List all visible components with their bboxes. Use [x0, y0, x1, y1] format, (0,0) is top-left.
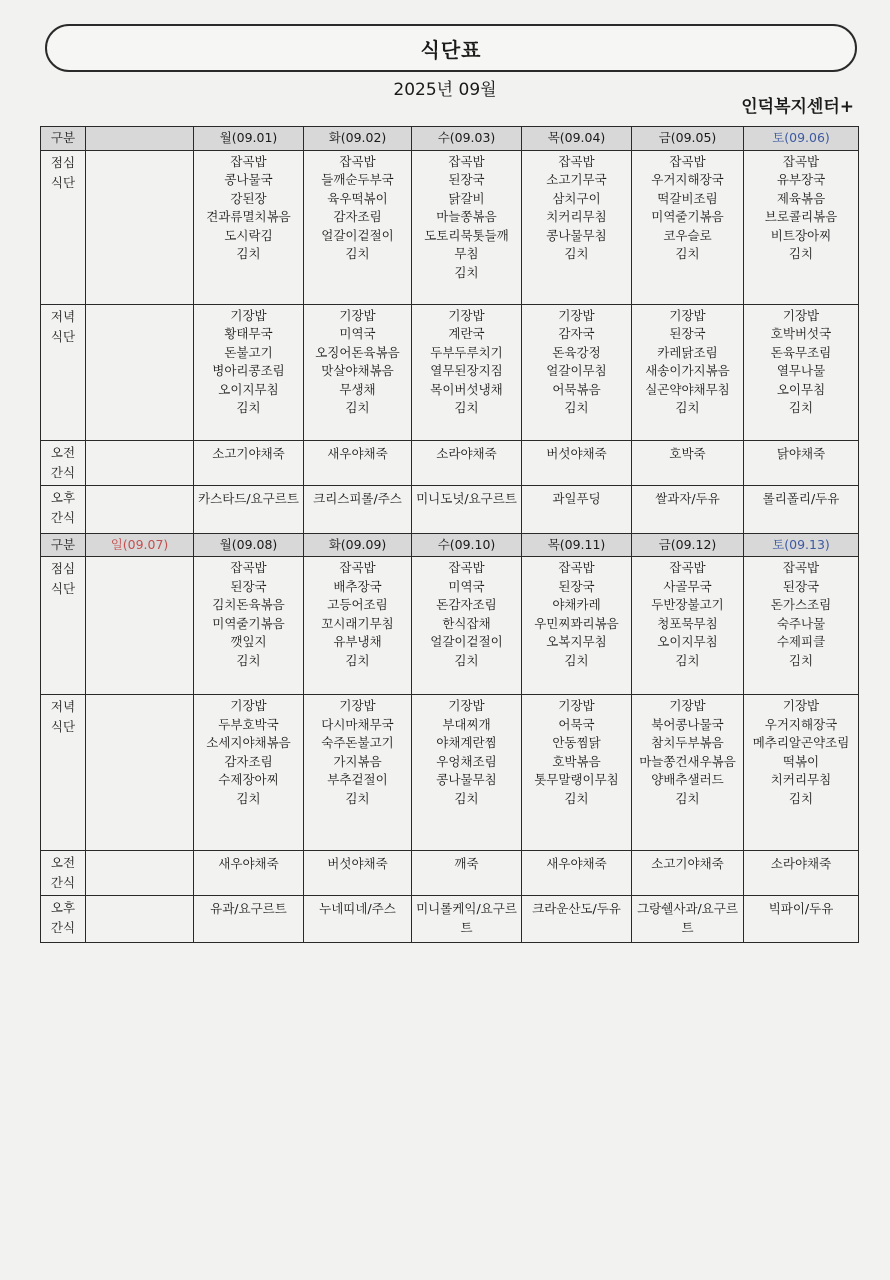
snack-item: 미니도넛/요구르트 — [416, 490, 517, 506]
lunch-label-line: 식단 — [50, 174, 76, 190]
dinner-menu-cell — [304, 695, 412, 851]
dinner-label-line: 식단 — [50, 719, 76, 734]
lunch-label — [41, 557, 86, 695]
week1-header-row — [41, 127, 859, 151]
menu-item: 두부두루치기 — [430, 344, 503, 360]
week2-lunch-row — [41, 557, 859, 695]
am-snack-label-line: 오전 — [50, 444, 76, 460]
lunch-menu-cell — [194, 150, 304, 304]
dinner-menu-cell — [412, 695, 522, 851]
am-snack-cell — [522, 440, 632, 485]
lunch-label-line: 점심 — [50, 154, 76, 170]
snack-item: 유과/요구르트 — [210, 901, 287, 916]
menu-item: 도시락김 — [224, 227, 273, 243]
menu-item: 마늘쫑볶음 — [436, 209, 497, 224]
menu-item: 도토리묵톳들깨 — [424, 227, 509, 243]
pm-snack-cell — [194, 896, 304, 943]
menu-item: 잡곡밥 — [448, 560, 485, 575]
snack-item: 새우야채죽 — [327, 445, 388, 461]
snack-item: 크리스피롤/주스 — [313, 490, 402, 506]
menu-item: 김치 — [564, 400, 589, 415]
pm-snack-cell — [632, 896, 744, 943]
menu-item: 미역국 — [448, 578, 485, 594]
menu-item: 김치 — [675, 790, 700, 806]
menu-item: 오이무침 — [776, 381, 826, 397]
menu-item: 김치 — [236, 790, 261, 806]
sunday-cell — [86, 304, 194, 440]
dinner-menu-cell — [412, 304, 522, 440]
pm-snack-cell — [632, 485, 744, 533]
menu-item: 기장밥 — [230, 698, 267, 713]
menu-item: 우민찌꽈리볶음 — [534, 615, 619, 631]
menu-item: 잡곡밥 — [339, 560, 376, 575]
dinner-menu-cell — [744, 304, 859, 440]
am-snack-cell — [304, 851, 412, 896]
header-label: 구분 — [41, 127, 86, 151]
lunch-label-line: 점심 — [50, 561, 76, 576]
menu-item: 감자조림 — [224, 753, 273, 769]
menu-item: 치커리무침 — [546, 209, 607, 224]
snack-item: 버섯야채죽 — [546, 445, 607, 461]
day-header: 금(09.05) — [632, 127, 744, 151]
pm-snack-cell — [744, 896, 859, 943]
lunch-menu-cell — [412, 557, 522, 695]
dinner-menu-cell — [632, 695, 744, 851]
menu-item: 콩나물국 — [224, 172, 273, 187]
menu-item: 잡곡밥 — [782, 560, 820, 575]
menu-item: 된장국 — [230, 578, 267, 594]
am-snack-label — [41, 851, 86, 896]
sunday-cell — [86, 485, 194, 533]
day-header: 목(09.04) — [522, 127, 632, 151]
menu-item: 야채카레 — [552, 597, 601, 612]
menu-item: 감자국 — [558, 326, 595, 341]
snack-item: 소라야채죽 — [770, 856, 832, 871]
menu-item: 미역줄기볶음 — [212, 615, 285, 631]
menu-item: 돈감자조림 — [436, 597, 497, 612]
menu-item: 김치 — [454, 652, 479, 668]
menu-item: 깻잎지 — [230, 634, 267, 649]
am-snack-cell — [412, 440, 522, 485]
sunday-cell — [86, 557, 194, 695]
am-snack-cell — [522, 851, 632, 896]
menu-item: 삼치구이 — [552, 190, 601, 206]
menu-item: 우엉채조림 — [436, 753, 497, 769]
menu-item: 김치 — [345, 400, 370, 415]
menu-item: 김치 — [454, 264, 479, 280]
am-snack-label-line: 간식 — [50, 875, 76, 890]
day-header: 수(09.10) — [412, 533, 522, 557]
snack-item: 닭야채죽 — [776, 445, 826, 461]
menu-item: 병아리콩조림 — [212, 363, 285, 378]
menu-item: 가지볶음 — [333, 753, 382, 769]
menu-item: 김치 — [236, 652, 261, 668]
day-header: 수(09.03) — [412, 127, 522, 151]
day-header: 화(09.02) — [304, 127, 412, 151]
menu-item: 어묵볶음 — [552, 381, 601, 397]
am-snack-cell — [304, 440, 412, 485]
sunday-header — [86, 127, 194, 151]
menu-item: 톳무말랭이무침 — [534, 772, 619, 787]
week1-pm-snack-row — [41, 485, 859, 533]
menu-item: 잡곡밥 — [558, 153, 595, 169]
menu-item: 배추장국 — [333, 578, 382, 594]
menu-item: 잡곡밥 — [782, 153, 820, 169]
menu-item: 잡곡밥 — [669, 560, 706, 575]
sunday-cell — [86, 440, 194, 485]
pm-snack-cell — [744, 485, 859, 533]
am-snack-label — [41, 440, 86, 485]
menu-item: 열무된장지짐 — [430, 363, 503, 378]
am-snack-cell — [632, 851, 744, 896]
am-snack-cell — [194, 440, 304, 485]
menu-item: 북어콩나물국 — [651, 716, 724, 732]
menu-item: 오이지무침 — [218, 381, 279, 397]
lunch-menu-cell — [304, 557, 412, 695]
menu-item: 소세지야채볶음 — [206, 735, 291, 750]
day-header: 목(09.11) — [522, 533, 632, 557]
pm-snack-label-line: 오후 — [50, 900, 76, 915]
pm-snack-cell — [194, 485, 304, 533]
menu-item: 김치 — [236, 246, 261, 261]
snack-item: 크라운산도/두유 — [532, 901, 621, 916]
menu-item: 잡곡밥 — [558, 560, 595, 575]
menu-item: 김치 — [675, 400, 700, 415]
menu-item: 얼갈이겉절이 — [321, 227, 394, 243]
lunch-menu-cell — [412, 150, 522, 304]
menu-item: 새송이가지볶음 — [645, 363, 730, 378]
day-header: 토(09.06) — [744, 127, 859, 151]
menu-item: 김치돈육볶음 — [212, 597, 285, 612]
menu-item: 호박버섯국 — [770, 326, 832, 341]
menu-item: 우거지해장국 — [764, 716, 838, 732]
menu-item: 된장국 — [782, 578, 820, 594]
menu-item: 강된장 — [230, 190, 267, 206]
menu-item: 어묵국 — [558, 716, 595, 732]
dinner-label — [41, 304, 86, 440]
dinner-label-line: 저녁 — [50, 699, 76, 714]
menu-item: 두부호박국 — [218, 716, 279, 732]
menu-item: 맛살야채볶음 — [321, 363, 394, 378]
menu-item: 기장밥 — [339, 698, 376, 713]
menu-item: 들깨순두부국 — [321, 172, 394, 187]
pm-snack-cell — [412, 896, 522, 943]
menu-item: 유부장국 — [776, 172, 826, 187]
menu-item: 목이버섯냉채 — [430, 381, 503, 397]
day-header: 토(09.13) — [744, 533, 859, 557]
day-header: 화(09.09) — [304, 533, 412, 557]
menu-item: 김치 — [788, 652, 814, 668]
menu-item: 계란국 — [448, 326, 485, 341]
menu-item: 기장밥 — [782, 698, 820, 713]
menu-item: 기장밥 — [230, 307, 267, 323]
lunch-menu-cell — [744, 557, 859, 695]
menu-item: 떡볶이 — [782, 753, 820, 769]
dinner-menu-cell — [194, 304, 304, 440]
lunch-menu-cell — [522, 150, 632, 304]
pm-snack-cell — [412, 485, 522, 533]
menu-item: 우거지해장국 — [651, 172, 724, 187]
am-snack-cell — [744, 440, 859, 485]
dinner-menu-cell — [522, 695, 632, 851]
menu-item: 김치 — [345, 790, 370, 806]
menu-item: 기장밥 — [558, 698, 595, 713]
menu-item: 숙주나물 — [776, 615, 826, 631]
menu-item: 숙주돈불고기 — [321, 735, 394, 750]
menu-item: 김치 — [788, 246, 814, 261]
sunday-cell — [86, 896, 194, 943]
page-title: 식단표 — [45, 24, 857, 72]
menu-item: 기장밥 — [669, 307, 706, 323]
menu-item: 김치 — [564, 652, 589, 668]
lunch-menu-cell — [632, 150, 744, 304]
menu-item: 고등어조림 — [327, 597, 388, 612]
menu-item: 오징어돈육볶음 — [315, 344, 400, 360]
menu-item: 콩나물무침 — [546, 227, 607, 243]
snack-item: 소고기야채죽 — [651, 856, 724, 871]
pm-snack-label-line: 오후 — [50, 489, 76, 505]
menu-item: 김치 — [454, 790, 479, 806]
menu-item: 기장밥 — [558, 307, 595, 323]
pm-snack-cell — [522, 485, 632, 533]
menu-item: 무생채 — [339, 381, 376, 397]
menu-item: 김치 — [564, 246, 589, 261]
snack-item: 미니롤케익/요구르트 — [416, 901, 517, 935]
center-name: 인덕복지센터+ — [741, 97, 854, 117]
snack-item: 새우야채죽 — [546, 856, 607, 871]
dinner-label — [41, 695, 86, 851]
menu-item: 잡곡밥 — [448, 153, 485, 169]
menu-item: 된장국 — [669, 326, 706, 341]
dinner-label-line: 저녁 — [50, 308, 76, 324]
dinner-menu-cell — [194, 695, 304, 851]
menu-item: 코우슬로 — [663, 227, 712, 243]
menu-item: 꼬시래기무침 — [321, 615, 394, 631]
menu-item: 사골무국 — [663, 578, 712, 594]
dinner-menu-cell — [744, 695, 859, 851]
meal-table — [40, 126, 859, 943]
menu-item: 비트장아찌 — [770, 227, 832, 243]
week2-pm-snack-row — [41, 896, 859, 943]
sunday-cell — [86, 150, 194, 304]
menu-item: 기장밥 — [448, 307, 485, 323]
lunch-menu-cell — [632, 557, 744, 695]
menu-item: 닭갈비 — [448, 190, 485, 206]
menu-item: 청포묵무침 — [657, 615, 718, 631]
sunday-cell — [86, 851, 194, 896]
menu-item: 된장국 — [448, 172, 485, 187]
menu-item: 김치 — [564, 790, 589, 806]
snack-item: 카스타드/요구르트 — [198, 490, 299, 506]
snack-item: 누네띠네/주스 — [319, 901, 396, 916]
menu-item: 김치 — [345, 246, 370, 261]
menu-item: 부대찌개 — [442, 716, 491, 732]
snack-item: 깨죽 — [454, 856, 479, 871]
menu-item: 떡갈비조림 — [657, 190, 718, 206]
menu-item: 소고기무국 — [546, 172, 607, 187]
menu-item: 다시마채무국 — [321, 716, 394, 732]
menu-item: 미역국 — [339, 326, 376, 341]
lunch-label-line: 식단 — [50, 581, 76, 596]
snack-item: 쌀과자/두유 — [655, 490, 720, 506]
menu-item: 한식잡채 — [442, 615, 491, 631]
menu-item: 얼갈이무침 — [546, 363, 607, 378]
snack-item: 빅파이/두유 — [768, 901, 834, 916]
menu-item: 미역줄기볶음 — [651, 209, 724, 224]
menu-item: 오복지무침 — [546, 634, 607, 649]
lunch-menu-cell — [744, 150, 859, 304]
menu-item: 야채계란찜 — [436, 735, 497, 750]
menu-item: 치커리무침 — [770, 772, 832, 787]
menu-item: 실곤약야채무침 — [645, 381, 730, 397]
menu-item: 잡곡밥 — [230, 153, 267, 169]
snack-item: 새우야채죽 — [218, 856, 279, 871]
am-snack-cell — [744, 851, 859, 896]
week2-dinner-row — [41, 695, 859, 851]
am-snack-cell — [194, 851, 304, 896]
menu-item: 열무나물 — [776, 363, 826, 378]
menu-item: 기장밥 — [782, 307, 820, 323]
day-header: 월(09.08) — [194, 533, 304, 557]
am-snack-label-line: 간식 — [50, 464, 76, 480]
week1-dinner-row — [41, 304, 859, 440]
menu-item: 얼갈이겉절이 — [430, 634, 503, 649]
menu-item: 잡곡밥 — [230, 560, 267, 575]
menu-item: 기장밥 — [448, 698, 485, 713]
menu-item: 호박볶음 — [552, 753, 601, 769]
header-label: 구분 — [41, 533, 86, 557]
pm-snack-label — [41, 896, 86, 943]
menu-item: 수제장아찌 — [218, 772, 279, 787]
menu-item: 감자조림 — [333, 209, 382, 224]
snack-item: 소라야채죽 — [436, 445, 497, 461]
snack-item: 소고기야채죽 — [212, 445, 285, 461]
menu-item: 김치 — [675, 652, 700, 668]
menu-item: 안동찜닭 — [552, 735, 601, 750]
dinner-menu-cell — [522, 304, 632, 440]
am-snack-cell — [412, 851, 522, 896]
menu-item: 김치 — [345, 652, 370, 668]
day-header: 월(09.01) — [194, 127, 304, 151]
menu-item: 황태무국 — [224, 326, 273, 341]
snack-item: 롤리폴리/두유 — [762, 490, 840, 506]
am-snack-cell — [632, 440, 744, 485]
pm-snack-label-line: 간식 — [50, 509, 76, 525]
menu-item: 육우떡볶이 — [327, 190, 388, 206]
pm-snack-cell — [304, 896, 412, 943]
sunday-header: 일(09.07) — [86, 533, 194, 557]
week1-lunch-row — [41, 150, 859, 304]
menu-item: 기장밥 — [669, 698, 706, 713]
menu-item: 메추리알곤약조림 — [752, 735, 850, 750]
lunch-menu-cell — [522, 557, 632, 695]
lunch-menu-cell — [194, 557, 304, 695]
pm-snack-label — [41, 485, 86, 533]
menu-item: 무침 — [454, 246, 479, 261]
menu-item: 김치 — [454, 400, 479, 415]
pm-snack-label-line: 간식 — [50, 920, 76, 935]
menu-item: 브로콜리볶음 — [764, 209, 838, 224]
pm-snack-cell — [304, 485, 412, 533]
menu-item: 기장밥 — [339, 307, 376, 323]
week2-am-snack-row — [41, 851, 859, 896]
menu-item: 참치두부볶음 — [651, 735, 724, 750]
menu-item: 마늘쫑건새우볶음 — [639, 753, 736, 769]
menu-item: 김치 — [675, 246, 700, 261]
menu-item: 잡곡밥 — [339, 153, 376, 169]
day-header: 금(09.12) — [632, 533, 744, 557]
pm-snack-cell — [522, 896, 632, 943]
menu-item: 돈불고기 — [224, 344, 273, 360]
menu-item: 돈육무조림 — [770, 344, 832, 360]
snack-item: 과일푸딩 — [552, 490, 601, 506]
menu-item: 콩나물무침 — [436, 772, 497, 787]
menu-item: 부추겉절이 — [327, 772, 388, 787]
snack-item: 호박죽 — [669, 445, 706, 461]
menu-item: 돈육강정 — [552, 344, 601, 360]
menu-item: 김치 — [236, 400, 261, 415]
month-label: 2025년 09월 — [393, 80, 497, 100]
dinner-menu-cell — [304, 304, 412, 440]
menu-item: 카레닭조림 — [657, 344, 718, 360]
menu-item: 김치 — [788, 790, 814, 806]
snack-item: 그랑쉘사과/요구르트 — [637, 901, 738, 935]
menu-item: 된장국 — [558, 578, 595, 594]
menu-item: 견과류멸치볶음 — [206, 209, 291, 224]
menu-item: 잡곡밥 — [669, 153, 706, 169]
menu-item: 돈가스조림 — [770, 597, 832, 612]
week1-am-snack-row — [41, 440, 859, 485]
menu-item: 김치 — [788, 400, 814, 415]
am-snack-label-line: 오전 — [50, 855, 76, 870]
menu-item: 수제피클 — [776, 634, 826, 649]
week2-header-row — [41, 533, 859, 557]
menu-item: 두반장불고기 — [651, 597, 724, 612]
lunch-label — [41, 150, 86, 304]
dinner-label-line: 식단 — [50, 328, 76, 344]
menu-item: 오이지무침 — [657, 634, 718, 649]
sunday-cell — [86, 695, 194, 851]
menu-item: 양배추샐러드 — [651, 772, 724, 787]
lunch-menu-cell — [304, 150, 412, 304]
snack-item: 버섯야채죽 — [327, 856, 388, 871]
dinner-menu-cell — [632, 304, 744, 440]
menu-item: 제육볶음 — [776, 190, 826, 206]
menu-item: 유부냉채 — [333, 634, 382, 649]
